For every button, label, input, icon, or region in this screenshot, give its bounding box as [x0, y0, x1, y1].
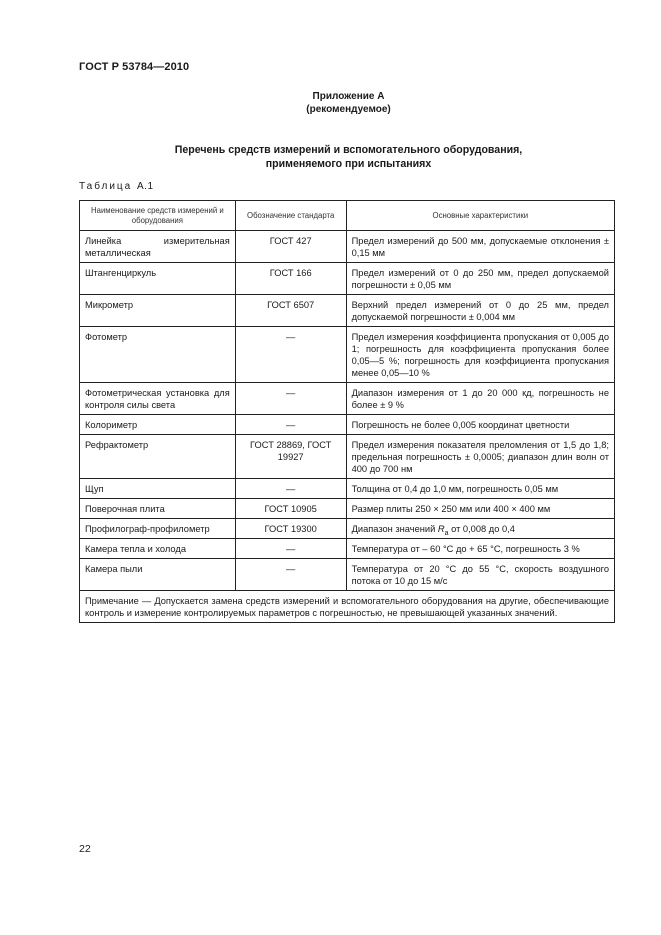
- cell-equipment-name: Штангенциркуль: [80, 263, 236, 295]
- list-title: [0, 143, 661, 171]
- cell-characteristics: [346, 519, 614, 539]
- table-row: [80, 263, 615, 295]
- cell-standard: ГОСТ 28869, ГОСТ 19927: [235, 435, 346, 479]
- cell-characteristics: Предел измерения коэффициента пропускания от 0,005 до 1; погрешность для коэффициента пропускания более 0,05—5 %; погрешность для коэффициента пропускания менее 0,05—10 %: [346, 327, 614, 383]
- table-caption-number: А.1: [137, 181, 154, 192]
- cell-characteristics: Верхний предел измерений от 0 до 25 мм, предел допускаемой погрешности ± 0,004 мм: [346, 295, 614, 327]
- cell-standard: ГОСТ 166: [235, 263, 346, 295]
- list-title-line-1: Перечень средств измерений и вспомогательного оборудования,: [174, 144, 523, 156]
- table-row: [80, 499, 615, 519]
- cell-standard: —: [235, 479, 346, 499]
- header-equipment-name: Наименование средств измерений и оборудования: [80, 201, 236, 231]
- cell-equipment-name: Камера пыли: [80, 559, 236, 591]
- cell-equipment-name: Поверочная плита: [80, 499, 236, 519]
- table-note-row: [80, 591, 615, 623]
- cell-standard: ГОСТ 427: [235, 231, 346, 263]
- cell-standard: —: [235, 539, 346, 559]
- header-standard: Обозначение стандарта: [235, 201, 346, 231]
- table-caption-word: Таблица: [79, 181, 133, 192]
- roughness-subscript: a: [444, 529, 449, 537]
- page-number: 22: [79, 843, 91, 855]
- table-row: [80, 479, 615, 499]
- table-note: Примечание — Допускается замена средств измерений и вспомогательного оборудования на другие, обеспечивающие контроль и измерение контролируемых параметров с погрешностью, не превышающей указанных значений.: [80, 591, 615, 623]
- appendix-subtitle: (рекомендуемое): [306, 104, 391, 115]
- cell-equipment-name: Рефрактометр: [80, 435, 236, 479]
- appendix-title: Приложение А: [312, 91, 385, 102]
- cell-characteristics: Предел измерений до 500 мм, допускаемые отклонения ± 0,15 мм: [346, 231, 614, 263]
- cell-standard: ГОСТ 19300: [235, 519, 346, 539]
- cell-equipment-name: Линейка измерительная металлическая: [80, 231, 236, 263]
- cell-characteristics: Температура от – 60 °С до + 65 °С, погрешность 3 %: [346, 539, 614, 559]
- cell-equipment-name: Микрометр: [80, 295, 236, 327]
- cell-equipment-name: Профилограф-профилометр: [80, 519, 236, 539]
- table-header-row: [80, 201, 615, 231]
- list-title-line-2: применяемого при испытаниях: [265, 158, 432, 170]
- cell-characteristics: Погрешность не более 0,005 координат цветности: [346, 415, 614, 435]
- cell-standard: ГОСТ 6507: [235, 295, 346, 327]
- cell-characteristics: Температура от 20 °С до 55 °С, скорость воздушного потока от 10 до 15 м/с: [346, 559, 614, 591]
- table-row: [80, 539, 615, 559]
- cell-standard: —: [235, 559, 346, 591]
- table-row: [80, 415, 615, 435]
- cell-equipment-name: Фотометрическая установка для контроля силы света: [80, 383, 236, 415]
- characteristics-suffix: от 0,008 до 0,4: [451, 524, 515, 534]
- table-row: [80, 231, 615, 263]
- cell-equipment-name: Камера тепла и холода: [80, 539, 236, 559]
- cell-characteristics: Предел измерения показателя преломления от 1,5 до 1,8; предельная погрешность ± 0,0005; диапазон длин волн от 400 до 700 нм: [346, 435, 614, 479]
- characteristics-prefix: Диапазон значений: [351, 524, 436, 534]
- cell-characteristics: Толщина от 0,4 до 1,0 мм, погрешность 0,05 мм: [346, 479, 614, 499]
- table-row: [80, 559, 615, 591]
- table-row: [80, 519, 615, 539]
- cell-standard: —: [235, 383, 346, 415]
- roughness-symbol: R: [437, 524, 445, 534]
- cell-equipment-name: Фотометр: [80, 327, 236, 383]
- cell-standard: —: [235, 327, 346, 383]
- cell-standard: —: [235, 415, 346, 435]
- table-row: [80, 295, 615, 327]
- table-caption: [79, 181, 154, 192]
- cell-characteristics: Диапазон измерения от 1 до 20 000 кд, погрешность не более ± 9 %: [346, 383, 614, 415]
- table-row: [80, 327, 615, 383]
- cell-characteristics: Предел измерений от 0 до 250 мм, предел допускаемой погрешности ± 0,05 мм: [346, 263, 614, 295]
- cell-characteristics: Размер плиты 250 × 250 мм или 400 × 400 мм: [346, 499, 614, 519]
- document-code: ГОСТ Р 53784—2010: [79, 61, 190, 73]
- cell-standard: ГОСТ 10905: [235, 499, 346, 519]
- table-row: [80, 435, 615, 479]
- equipment-table: [79, 200, 615, 623]
- cell-equipment-name: Колориметр: [80, 415, 236, 435]
- table-row: [80, 383, 615, 415]
- appendix-heading: [0, 90, 661, 116]
- header-characteristics: Основные характеристики: [346, 201, 614, 231]
- cell-equipment-name: Щуп: [80, 479, 236, 499]
